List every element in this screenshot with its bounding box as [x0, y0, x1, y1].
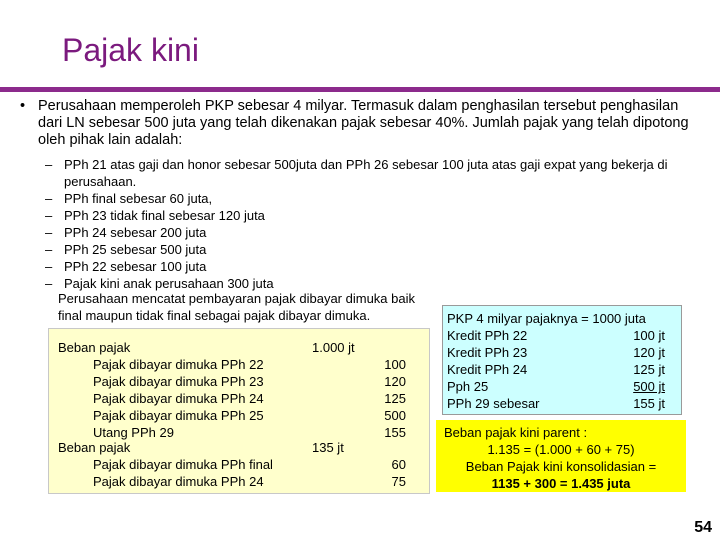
intro-text: Perusahaan memperoleh PKP sebesar 4 milyar. Termasuk dalam penghasilan tersebut penghasilan dari LN sebesar 500 juta yang telah dikenakan pajak sebesar 40%. Jumlah pajak yang telah dipotong oleh pihak lain adalah: [38, 98, 689, 148]
calc-row: PKP 4 milyar pajaknya = 1000 juta [447, 311, 646, 326]
summary-line: Beban Pajak kini konsolidasian = [465, 459, 657, 474]
deduction-list [45, 156, 685, 292]
calc-row: Pph 25 500 jt [447, 379, 665, 394]
list-item: – Pajak kini anak perusahaan 300 juta [45, 276, 274, 291]
journal-row: Pajak dibayar dimuka PPh 24 75 [93, 474, 406, 489]
note-text: Perusahaan mencatat pembayaran pajak dibayar dimuka baik final maupun tidak final sebagai pajak dibayar dimuka. [58, 291, 415, 323]
tax-calculation-box [442, 305, 682, 415]
journal-row: Beban pajak 1.000 jt [58, 340, 355, 355]
journal-row: Pajak dibayar dimuka PPh 23 120 [93, 374, 406, 389]
calc-row: Kredit PPh 23 120 jt [447, 345, 665, 360]
summary-line: Beban pajak kini parent : [444, 425, 588, 440]
calc-row: Kredit PPh 24 125 jt [447, 362, 665, 377]
list-item: – PPh 23 tidak final sebesar 120 juta [45, 208, 265, 223]
journal-row: Pajak dibayar dimuka PPh 24 125 [93, 391, 406, 406]
list-item: – PPh 24 sebesar 200 juta [45, 225, 207, 240]
list-item: – PPh 25 sebesar 500 juta [45, 242, 207, 257]
journal-entry-box [48, 328, 430, 494]
calc-row: Kredit PPh 22 100 jt [447, 328, 665, 343]
bullet-marker: • [20, 98, 26, 114]
journal-row: Pajak dibayar dimuka PPh 22 100 [93, 357, 406, 372]
summary-line: 1.135 = (1.000 + 60 + 75) [487, 442, 635, 457]
list-item: – PPh 22 sebesar 100 juta [45, 259, 207, 274]
journal-row: Pajak dibayar dimuka PPh 25 500 [93, 408, 406, 423]
list-item: – PPh final sebesar 60 juta, [45, 191, 213, 206]
calc-row: PPh 29 sebesar 155 jt [447, 396, 665, 411]
intro-bullet [20, 98, 700, 149]
slide-title: Pajak kini [62, 32, 199, 68]
journal-row: Beban pajak 135 jt [58, 440, 344, 455]
list-item: – PPh 21 atas gaji dan honor sebesar 500juta dan PPh 26 sebesar 100 juta atas gaji expat yang bekerja di perusahaan. [45, 157, 668, 189]
journal-row: Utang PPh 29 155 [93, 425, 406, 440]
page-number: 54 [694, 519, 712, 536]
summary-total: 1135 + 300 = 1.435 juta [491, 476, 631, 491]
tax-summary-box [436, 420, 686, 492]
title-divider [0, 87, 720, 92]
journal-row: Pajak dibayar dimuka PPh final 60 [93, 457, 406, 472]
